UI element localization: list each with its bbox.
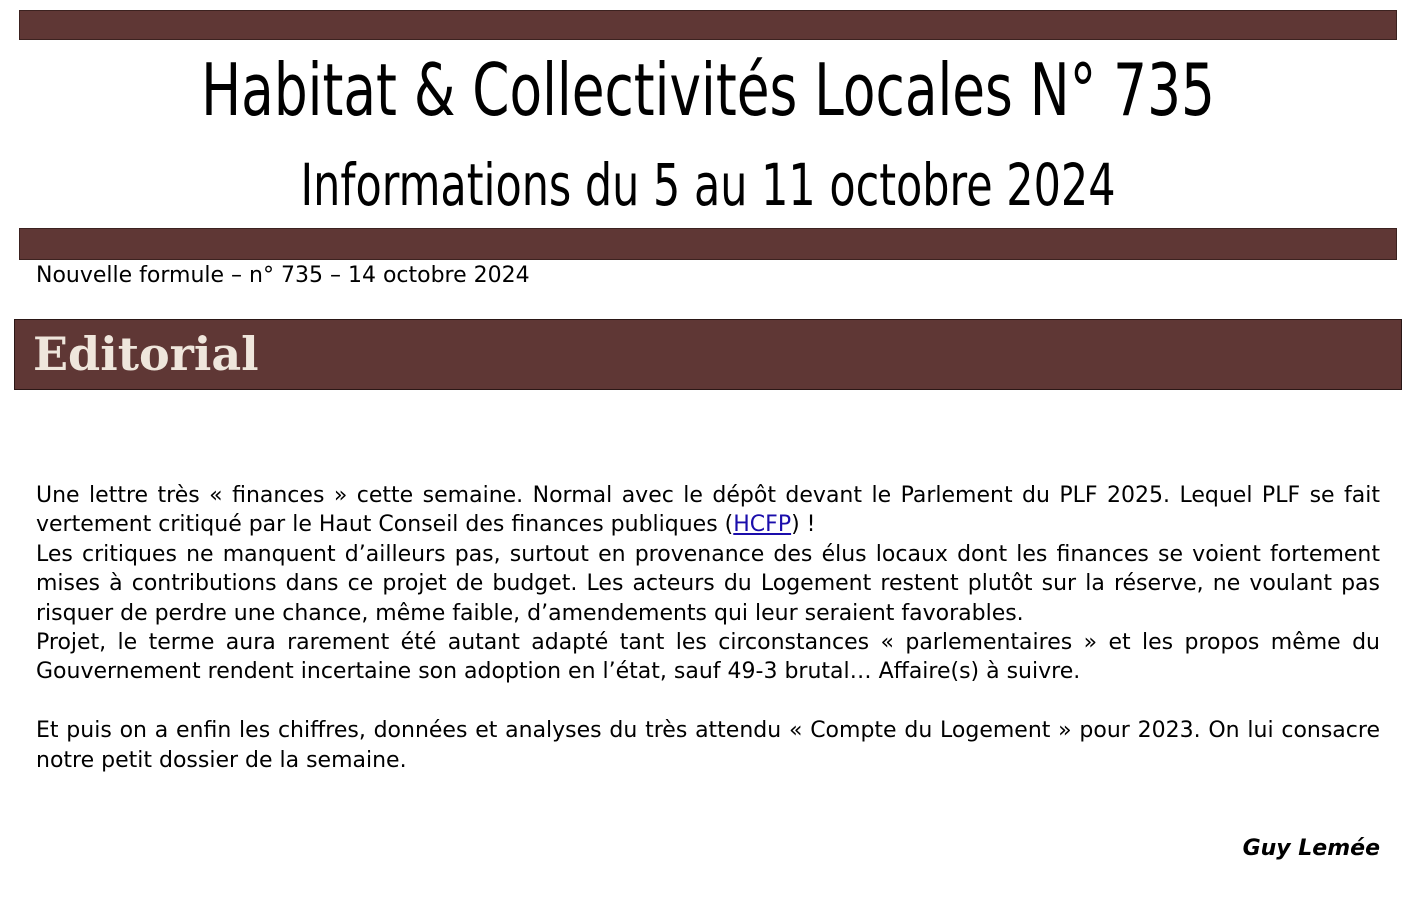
editorial-paragraph-1-text: Une lettre très « finances » cette semaine. Normal avec le dépôt devant le Parlement du PLF 2025. Lequel PLF se fait vertement critiqué par le Haut Conseil des finances publiques ( [36,483,1380,538]
editorial-paragraph-3: Projet, le terme aura rarement été autant adapté tant les circonstances « parlementaires » et les propos même du Gouvernement rendent incertaine son adoption en l’état, sauf 49-3 brutal… Affaire(s) à suivre. [36,630,1380,685]
editorial-body [36,481,1380,775]
editorial-paragraph-4: Et puis on a enfin les chiffres, données et analyses du très attendu « Compte du Logement » pour 2023. On lui consacre notre petit dossier de la semaine. [36,718,1380,773]
section-header [14,319,1402,390]
hcfp-link[interactable]: HCFP [733,512,792,538]
signature: Guy Lemée [1242,836,1380,861]
masthead-subtitle: Informations du 5 au 11 octobre 2024 [300,151,1116,219]
masthead-top-bar [19,10,1397,40]
paragraph-spacer [36,687,1380,716]
issue-line: Nouvelle formule – n° 735 – 14 octobre 2024 [36,263,530,288]
section-title: Editorial [33,327,259,381]
editorial-paragraph-1 [36,481,1380,540]
masthead-title: Habitat & Collectivités Locales N° 735 [201,48,1215,132]
masthead-bottom-bar [19,228,1397,260]
editorial-paragraph-2: Les critiques ne manquent d’ailleurs pas, surtout en provenance des élus locaux dont les finances se voient fortement mises à contributions dans ce projet de budget. Les acteurs du Logement restent plutôt sur la réserve, ne voulant pas risquer de perdre une chance, même faible, d’amendements qui leur seraient favorables. [36,541,1380,626]
editorial-paragraph-1-end: ) ! [791,512,816,538]
